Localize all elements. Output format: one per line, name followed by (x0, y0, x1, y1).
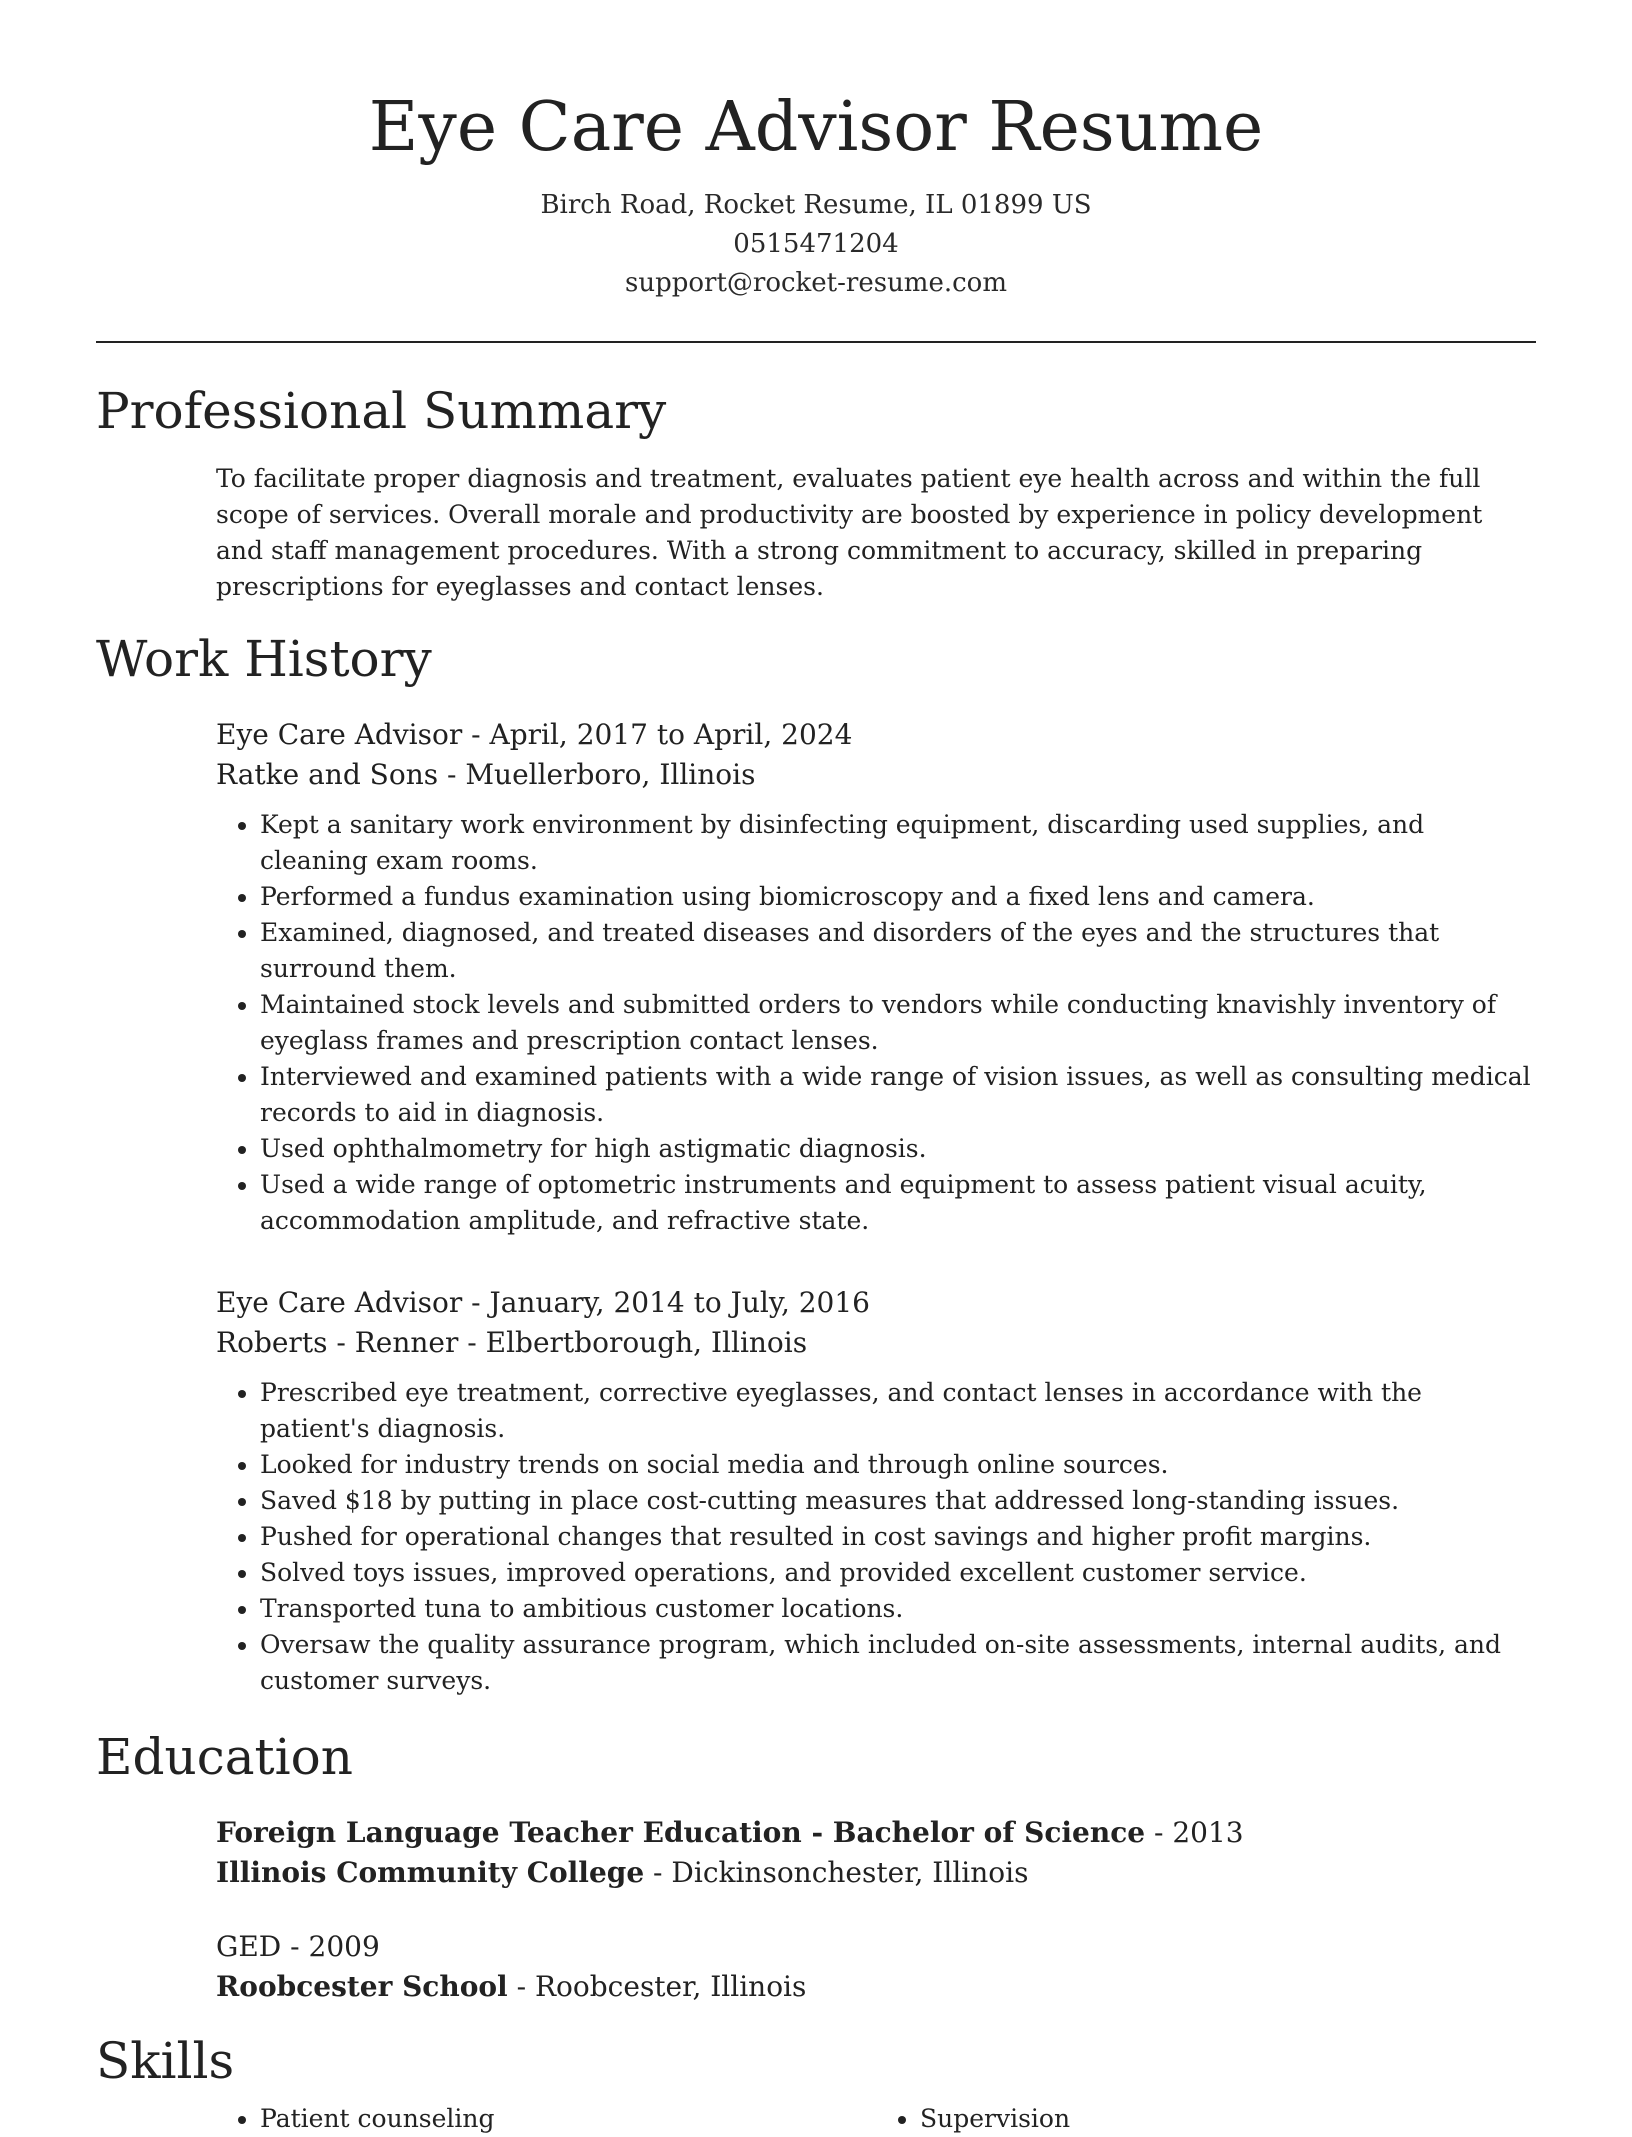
list-item: • Transported tuna to ambitious customer locations. (260, 1591, 1536, 1627)
job-company: Ratke and Sons (216, 758, 439, 791)
job-location: - Elbertborough, Illinois (458, 1326, 808, 1359)
list-item: • Performed a fundus examination using biomicroscopy and a fixed lens and camera. (260, 879, 1536, 915)
phone: 0515471204 (733, 229, 899, 259)
graduation-year: - 2009 (281, 1930, 380, 1963)
section-heading: Professional Summary (96, 382, 667, 440)
list-item: • Interviewed and examined patients with a wide range of vision issues, as well as consulting medical records to aid in diagnosis. (260, 1059, 1536, 1131)
degree-line (216, 1813, 1536, 1853)
section-heading: Skills (96, 2032, 235, 2090)
skills-columns (216, 2101, 1536, 2137)
job-company: Roberts - Renner (216, 1326, 459, 1359)
school-name: Roobcester School (216, 1970, 508, 2003)
list-item: • Saved $18 by putting in place cost-cutting measures that addressed long-standing issues. (260, 1483, 1536, 1519)
resume-page (96, 0, 1536, 2137)
job-title: Eye Care Advisor (216, 1286, 463, 1319)
degree-line (216, 1927, 1536, 1967)
job-company-line (216, 755, 1536, 795)
education-entry (216, 1927, 1536, 2007)
education-entry (216, 1813, 1536, 1893)
school-line (216, 1967, 1536, 2007)
list-item: • Pushed for operational changes that resulted in cost savings and higher profit margins. (260, 1519, 1536, 1555)
section-heading: Work History (96, 630, 432, 688)
school-line (216, 1853, 1536, 1893)
job-title-line (216, 715, 1536, 755)
skill-item: • Patient counseling (260, 2101, 876, 2137)
work-history-section (96, 627, 1536, 1699)
page-title: Eye Care Advisor Resume (368, 88, 1264, 167)
list-item: • Solved toys issues, improved operations, and provided excellent customer service. (260, 1555, 1536, 1591)
summary-text: To facilitate proper diagnosis and treatment, evaluates patient eye health across and within the full scope of services. Overall morale and productivity are boosted by experience in policy development and staff management procedures. With a strong commitment to accuracy, skilled in preparing prescriptions for eyeglasses and contact lenses. (216, 464, 1483, 601)
job-dates: - January, 2014 to July, 2016 (462, 1286, 870, 1319)
school-location: - Roobcester, Illinois (507, 1970, 807, 2003)
list-item: • Used ophthalmometry for high astigmatic diagnosis. (260, 1131, 1536, 1167)
section-heading: Education (96, 1728, 353, 1786)
skills-section (96, 2029, 1536, 2137)
degree: GED (216, 1930, 282, 1963)
resume-header (96, 0, 1536, 303)
list-item: • Kept a sanitary work environment by disinfecting equipment, discarding used supplies, and cleaning exam rooms. (260, 807, 1536, 879)
list-item: • Prescribed eye treatment, corrective eyeglasses, and contact lenses in accordance with the patient's diagnosis. (260, 1375, 1536, 1447)
job-title: Eye Care Advisor (216, 718, 463, 751)
skill-item: • Supervision (920, 2101, 1536, 2137)
job-bullets (216, 1375, 1536, 1699)
job-title-line (216, 1283, 1536, 1323)
list-item: • Examined, diagnosed, and treated diseases and disorders of the eyes and the structures that surround them. (260, 915, 1536, 987)
email: support@rocket-resume.com (624, 268, 1007, 298)
header-divider (96, 341, 1536, 343)
skills-column-right (876, 2101, 1536, 2137)
address: Birch Road, Rocket Resume, IL 01899 US (540, 190, 1092, 220)
job-company-line (216, 1323, 1536, 1363)
job-dates: - April, 2017 to April, 2024 (462, 718, 853, 751)
job-location: - Muellerboro, Illinois (438, 758, 756, 791)
professional-summary-section (96, 379, 1536, 605)
education-section (96, 1725, 1536, 2007)
school-name: Illinois Community College (216, 1856, 645, 1889)
skills-column-left (216, 2101, 876, 2137)
degree: Foreign Language Teacher Education - Bachelor of Science (216, 1816, 1146, 1849)
list-item: • Looked for industry trends on social media and through online sources. (260, 1447, 1536, 1483)
list-item: • Maintained stock levels and submitted orders to vendors while conducting knavishly inventory of eyeglass frames and prescription contact lenses. (260, 987, 1536, 1059)
job-entry (216, 715, 1536, 1239)
school-location: - Dickinsonchester, Illinois (644, 1856, 1029, 1889)
list-item: • Oversaw the quality assurance program, which included on-site assessments, internal audits, and customer surveys. (260, 1627, 1536, 1699)
contact-info (96, 186, 1536, 303)
job-entry (216, 1283, 1536, 1699)
job-bullets (216, 807, 1536, 1239)
graduation-year: - 2013 (1145, 1816, 1244, 1849)
list-item: • Used a wide range of optometric instruments and equipment to assess patient visual acuity, accommodation amplitude, and refractive state. (260, 1167, 1536, 1239)
